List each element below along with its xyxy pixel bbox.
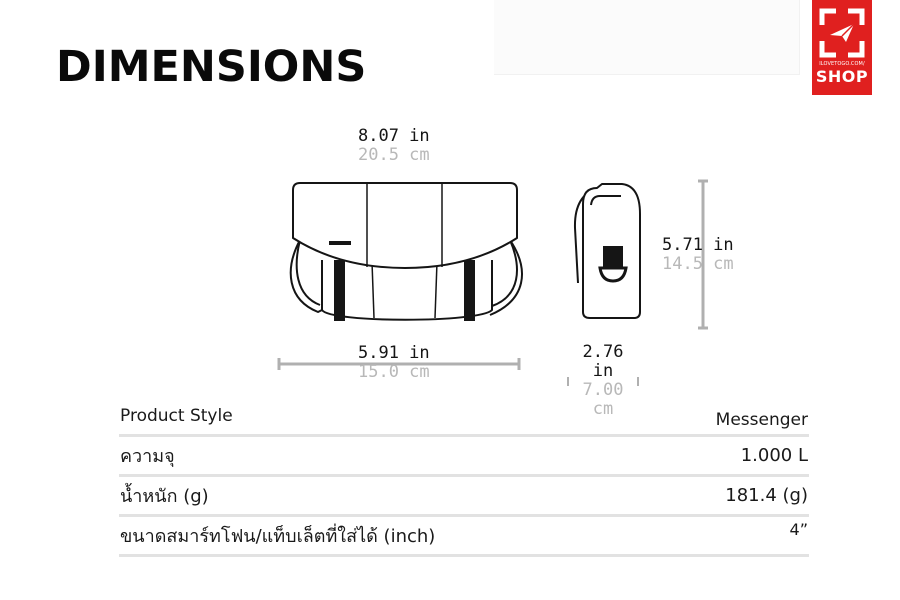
bottom-width-dimension-label — [358, 344, 430, 382]
spec-value: 1.000 L — [740, 445, 808, 466]
page-title: DIMENSIONS — [56, 42, 367, 92]
spec-value: 181.4 (g) — [725, 485, 808, 506]
spec-table — [119, 398, 809, 557]
height-inches: 5.71 in — [662, 235, 734, 255]
depth-inches-unit: in — [592, 361, 614, 381]
depth-centimeters-unit: cm — [592, 399, 614, 419]
depth-inches-value: 2.76 — [582, 342, 624, 362]
front-view-bag — [291, 183, 522, 320]
spec-header-row — [119, 398, 809, 437]
logo-shop-text: SHOP — [815, 67, 869, 86]
spec-row-device-size — [119, 517, 809, 557]
spec-row-capacity — [119, 437, 809, 477]
spec-label: ความจุ — [120, 446, 175, 467]
width-dimension-label — [358, 127, 430, 165]
depth-centimeters-value: 7.00 — [582, 380, 624, 400]
width-centimeters: 20.5 cm — [358, 145, 430, 165]
logo-url-text: ILOVETOGO.COM/ — [819, 61, 865, 67]
bottom-width-inches: 5.91 in — [358, 343, 430, 363]
spec-label: ขนาดสมาร์ทโฟน/แท็บเล็ตที่ใส่ได้ (inch) — [120, 526, 436, 547]
spec-row-weight — [119, 477, 809, 517]
width-inches: 8.07 in — [358, 126, 430, 146]
spec-value: 4” — [789, 520, 808, 539]
height-dimension-label — [662, 236, 734, 274]
height-centimeters: 14.5 cm — [662, 254, 734, 274]
spec-header-value: Messenger — [715, 410, 808, 430]
spec-header-label: Product Style — [120, 406, 233, 426]
spec-label: น้ำหนัก (g) — [120, 486, 209, 507]
bottom-width-centimeters: 15.0 cm — [358, 362, 430, 382]
